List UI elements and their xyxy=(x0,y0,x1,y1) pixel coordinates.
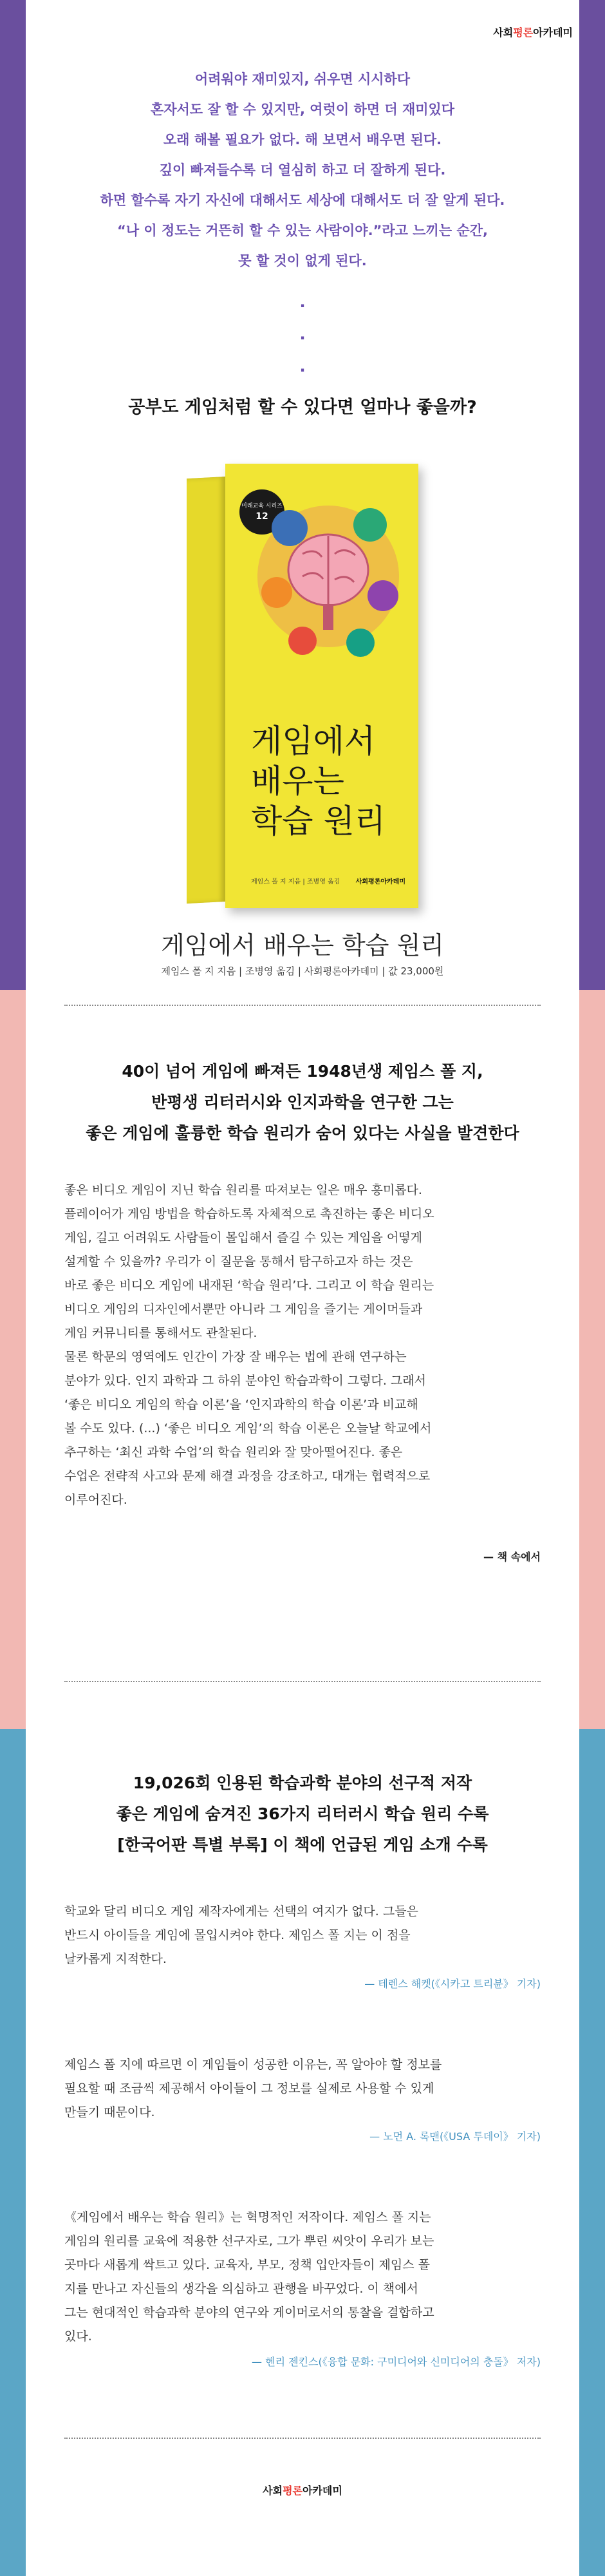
quote-line: 제임스 폴 지에 따르면 이 게임들이 성공한 이유는, 꼭 알아야 할 정보를 xyxy=(64,2058,442,2072)
dotted-divider xyxy=(64,1005,541,1006)
body-line: 비디오 게임의 디자인에서뿐만 아니라 그 게임을 즐기는 게이머들과 xyxy=(64,1302,423,1316)
ellipsis-dot: . xyxy=(299,293,306,311)
section2-title-line: 좋은 게임에 숨겨진 36가지 리터러시 학습 원리 수록 xyxy=(116,1804,489,1823)
quote-line: 만들기 때문이다. xyxy=(64,2105,155,2119)
quote-line: 지를 만나고 자신들의 생각을 의심하고 관행을 바꾸었다. 이 책에서 xyxy=(64,2282,418,2296)
section1-title xyxy=(26,1056,579,1149)
cover-title-line: 배우는 xyxy=(251,762,344,800)
section1-title-line: 반평생 리터러시와 인지과학을 연구한 그는 xyxy=(151,1093,454,1112)
cover-title-line: 게임에서 xyxy=(251,723,376,760)
quote-line: 게임의 원리를 교육에 적용한 선구자로, 그가 뿌린 씨앗이 우리가 보는 xyxy=(64,2234,434,2248)
body-line: 수업은 전략적 사고와 문제 해결 과정을 강조하고, 대개는 협력적으로 xyxy=(64,1469,431,1483)
body-line: 게임 커뮤니티를 통해서도 관찰된다. xyxy=(64,1326,257,1340)
quote-line: 곳마다 새롭게 싹트고 있다. 교육자, 부모, 정책 입안자들이 제임스 폴 xyxy=(64,2258,431,2272)
body-line: 설계할 수 있을까? 우리가 이 질문을 통해서 탐구하고자 하는 것은 xyxy=(64,1255,413,1269)
book-meta: 제임스 폴 지 지음 | 조병영 옮김 | 사회평론아카데미 | 값 23,000원 xyxy=(161,965,444,977)
review-attribution: — 노먼 A. 록맨(《USA 투데이》 기자) xyxy=(369,2130,541,2143)
quote-line: 《게임에서 배우는 학습 원리》는 혁명적인 저작이다. 제임스 폴 지는 xyxy=(64,2210,431,2224)
book-spine xyxy=(187,477,225,904)
body-line: 바로 좋은 비디오 게임에 내재된 ‘학습 원리’다. 그리고 이 학습 원리는 xyxy=(64,1278,434,1293)
headline: 공부도 게임처럼 할 수 있다면 얼마나 좋을까? xyxy=(128,397,477,417)
intro-line: 못 할 것이 없게 된다. xyxy=(238,253,367,269)
body-line: ‘좋은 비디오 게임의 학습 이론’을 ‘인지과학의 학습 이론’과 비교해 xyxy=(64,1397,418,1412)
section1-body xyxy=(64,1179,541,1512)
logo-suffix: 아카데미 xyxy=(533,26,573,39)
section2-title-line: [한국어판 특별 부록] 이 책에 언급된 게임 소개 수록 xyxy=(117,1835,488,1854)
quote-line: 날카롭게 지적한다. xyxy=(64,1952,167,1966)
publisher-logo-top xyxy=(493,24,573,39)
cover-publisher: 사회평론아카데미 xyxy=(355,878,405,886)
cover-title xyxy=(251,721,412,841)
quote-line: 학교와 달리 비디오 게임 제작자에게는 선택의 여지가 없다. 그들은 xyxy=(64,1904,418,1918)
logo-prefix: 사회 xyxy=(263,2485,283,2497)
cover-title-line: 학습 원리 xyxy=(251,802,386,840)
review-quote xyxy=(64,1900,541,1971)
section1-title-line: 좋은 게임에 훌륭한 학습 원리가 숨어 있다는 사실을 발견한다 xyxy=(86,1124,519,1142)
body-line: 게임, 길고 어려워도 사람들이 몰입해서 즐길 수 있는 게임을 어떻게 xyxy=(64,1231,422,1245)
intro-line: 깊이 빠져들수록 더 열심히 하고 더 잘하게 된다. xyxy=(159,162,446,178)
body-line: 분야가 있다. 인지 과학과 그 하위 분야인 학습과학이 그렇다. 그래서 xyxy=(64,1374,426,1388)
review-quote xyxy=(64,2053,541,2125)
book-cover-image xyxy=(187,464,418,908)
body-line: 물론 학문의 영역에도 인간이 가장 잘 배우는 법에 관해 연구하는 xyxy=(64,1350,407,1364)
intro-line: 혼자서도 잘 할 수 있지만, 여럿이 하면 더 재미있다 xyxy=(150,102,455,117)
book-title: 게임에서 배우는 학습 원리 xyxy=(160,931,445,960)
logo-prefix: 사회 xyxy=(493,26,514,39)
review-quote xyxy=(64,2206,541,2349)
excerpt-source: — 책 속에서 xyxy=(483,1551,541,1563)
body-line: 플레이어가 게임 방법을 학습하도록 자체적으로 촉진하는 좋은 비디오 xyxy=(64,1207,434,1221)
logo-accent: 평론 xyxy=(283,2485,302,2497)
body-line: 추구하는 ‘최신 과학 수업’의 학습 원리와 잘 맞아떨어진다. 좋은 xyxy=(64,1445,403,1459)
publisher-logo-bottom xyxy=(0,2483,605,2497)
book-front-cover xyxy=(225,464,418,908)
intro-line: 하면 할수록 자기 자신에 대해서도 세상에 대해서도 더 잘 알게 된다. xyxy=(100,193,505,208)
intro-line: “나 이 정도는 거뜬히 할 수 있는 사람이야.”라고 느끼는 순간, xyxy=(117,223,488,238)
dotted-divider xyxy=(64,1681,541,1682)
cover-credits: 제임스 폴 지 지음 | 조병영 옮김 xyxy=(251,878,340,886)
quote-line: 그는 현대적인 학습과학 분야의 연구와 게이머로서의 통찰을 결합하고 xyxy=(64,2306,434,2320)
logo-accent: 평론 xyxy=(513,26,534,39)
series-number: 12 xyxy=(256,511,268,522)
logo-suffix: 아카데미 xyxy=(302,2485,342,2497)
dotted-divider xyxy=(64,2438,541,2439)
ellipsis-dot: . xyxy=(299,357,306,375)
intro-line: 어려워야 재미있지, 쉬우면 시시하다 xyxy=(194,71,411,87)
section2-title xyxy=(26,1768,579,1861)
section1-title-line: 40이 넘어 게임에 빠져든 1948년생 제임스 폴 지, xyxy=(122,1062,483,1081)
body-line: 볼 수도 있다. (...) ‘좋은 비디오 게임’의 학습 이론은 오늘날 학교에서 xyxy=(64,1421,432,1435)
ellipsis-dot: . xyxy=(299,325,306,343)
review-attribution: — 테렌스 해켓(《시카고 트리뷴》 기자) xyxy=(364,1978,541,1990)
intro-line: 오래 해볼 필요가 없다. 해 보면서 배우면 된다. xyxy=(163,132,442,147)
series-name: 미래교육 시리즈 xyxy=(241,503,283,509)
quote-line: 반드시 아이들을 게임에 몰입시켜야 한다. 제임스 폴 지는 이 점을 xyxy=(64,1928,411,1942)
section2-title-line: 19,026회 인용된 학습과학 분야의 선구적 저작 xyxy=(133,1774,472,1792)
brain-illustration-icon xyxy=(251,489,405,663)
quote-line: 필요할 때 조금씩 제공해서 아이들이 그 정보를 실제로 사용할 수 있게 xyxy=(64,2081,434,2096)
quote-line: 있다. xyxy=(64,2329,92,2344)
body-line: 좋은 비디오 게임이 지닌 학습 원리를 따져보는 일은 매우 흥미롭다. xyxy=(64,1183,422,1197)
body-line: 이루어진다. xyxy=(64,1493,127,1507)
intro-poem xyxy=(26,64,579,276)
review-attribution: — 헨리 젠킨스(《융합 문화: 구미디어와 신미디어의 충돌》 저자) xyxy=(252,2356,541,2368)
